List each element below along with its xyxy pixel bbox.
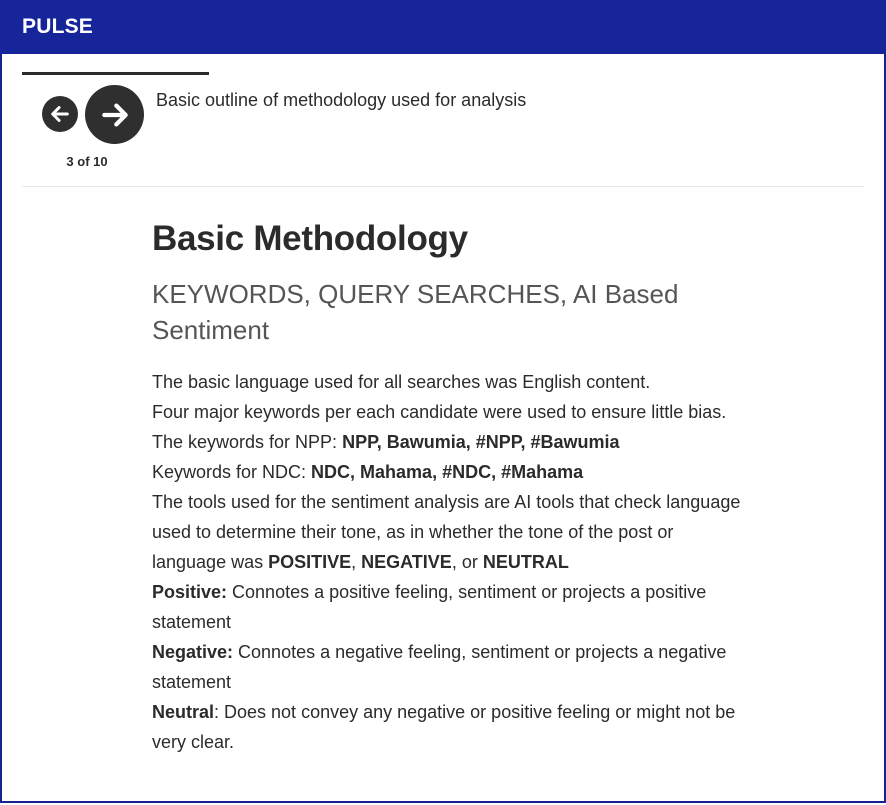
ndc-keywords: NDC, Mahama, #NDC, #Mahama <box>311 462 584 482</box>
slide-subtitle: KEYWORDS, QUERY SEARCHES, AI Based Sentiment <box>152 279 679 345</box>
negative-label: Negative: <box>152 642 234 662</box>
positive-label: Positive: <box>152 582 228 602</box>
positive-def-text: Connotes a positive feeling, sentiment or projects a positive statement <box>152 582 707 632</box>
neutral-word: NEUTRAL <box>482 552 569 572</box>
top-header <box>0 0 886 54</box>
npp-keywords-line <box>152 427 742 457</box>
negative-def-text: Connotes a negative feeling, sentiment or projects a negative statement <box>152 642 727 692</box>
ndc-keywords-line <box>152 457 742 487</box>
slide-title: Basic Methodology <box>152 219 468 258</box>
paragraph-language: The basic language used for all searches was English content. <box>152 372 651 392</box>
brand-logo[interactable]: PULSE <box>22 15 94 38</box>
npp-label: The keywords for NPP: <box>152 432 343 452</box>
tools-text: The tools used for the sentiment analysis are AI tools that check language used to determine their tone, as in whether the tone of the post or language was <box>152 492 741 572</box>
positive-definition <box>152 577 742 637</box>
next-slide-button[interactable] <box>85 85 144 144</box>
slide-caption: Basic outline of methodology used for analysis <box>156 90 527 110</box>
neutral-definition <box>152 697 742 757</box>
negative-word: NEGATIVE <box>361 552 452 572</box>
slide-counter: 3 of 10 <box>66 154 108 169</box>
slide-content <box>152 216 742 757</box>
arrow-left-icon <box>49 103 71 125</box>
divider <box>22 186 864 187</box>
arrow-right-icon <box>99 99 131 131</box>
neutral-label: Neutral <box>152 702 215 722</box>
negative-definition <box>152 637 742 697</box>
slide-progress-bar <box>22 72 209 75</box>
neutral-def-text: : Does not convey any negative or positive feeling or might not be very clear. <box>152 702 736 752</box>
comma-text: , <box>351 552 362 572</box>
paragraph-tools <box>152 487 742 577</box>
npp-keywords: NPP, Bawumia, #NPP, #Bawumia <box>342 432 620 452</box>
paragraph-keywords: Four major keywords per each candidate were used to ensure little bias. <box>152 402 727 422</box>
previous-slide-button[interactable] <box>42 96 78 132</box>
slide-body <box>152 367 742 757</box>
ndc-label: Keywords for NDC: <box>152 462 312 482</box>
positive-word: POSITIVE <box>268 552 352 572</box>
or-text: , or <box>451 552 483 572</box>
